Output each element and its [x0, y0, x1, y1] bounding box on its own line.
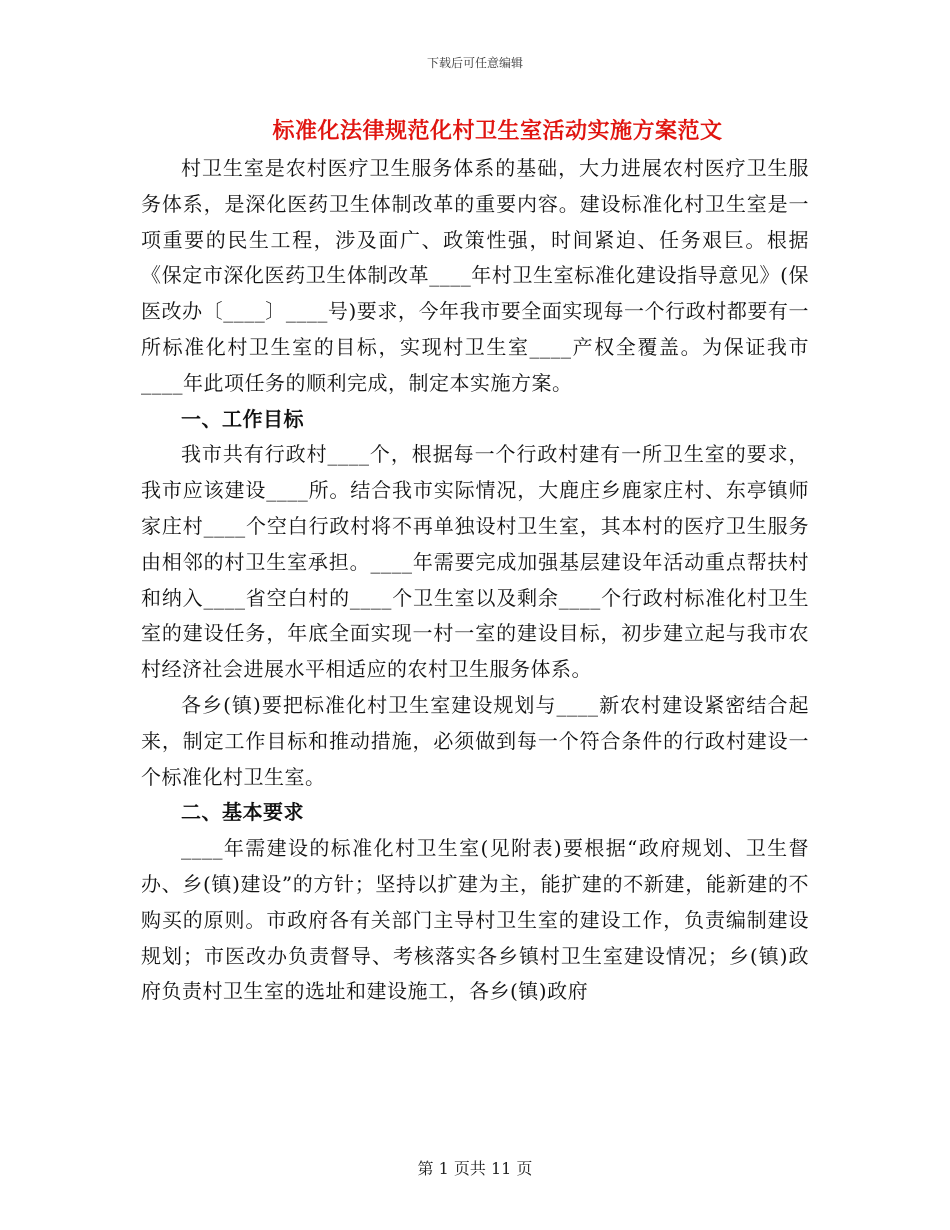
page-header: 下载后可任意编辑	[426, 56, 523, 70]
page-footer: 第 1 页共 11 页	[417, 1159, 533, 1178]
document-body	[141, 151, 809, 1010]
basic-requirements-paragraph-1: ____年需建设的标准化村卫生室(见附表)要根据“政府规划、卫生督办、乡(镇)建设”的方针；坚持以扩建为主，能扩建的不新建，能新建的不购买的原则。市政府各有关部门主导村卫生室的建设工作，负责编制建设规划；市医改办负责督导、考核落实各乡镇村卫生室建设情况；乡(镇)政府负责村卫生室的选址和建设施工，各乡(镇)政府	[141, 836, 809, 1004]
intro-paragraph: 村卫生室是农村医疗卫生服务体系的基础，大力进展农村医疗卫生服务体系，是深化医药卫生体制改革的重要内容。建设标准化村卫生室是一项重要的民生工程，涉及面广、政策性强，时间紧迫、任务艰巨。根据《保定市深化医药卫生体制改革____年村卫生室标准化建设指导意见》(保医改办〔____〕____号)要求，今年我市要全面实现每一个行政村都要有一所标准化村卫生室的目标，实现村卫生室____产权全覆盖。为保证我市____年此项任务的顺利完成，制定本实施方案。	[141, 156, 809, 395]
work-goals-paragraph-2: 各乡(镇)要把标准化村卫生室建设规划与____新农村建设紧密结合起来，制定工作目标和推动措施，必须做到每一个符合条件的行政村建设一个标准化村卫生室。	[141, 692, 809, 789]
section-heading-work-goals: 一、工作目标	[181, 406, 304, 431]
work-goals-paragraph-1: 我市共有行政村____个，根据每一个行政村建有一所卫生室的要求，我市应该建设____所。结合我市实际情况，大鹿庄乡鹿家庄村、东亭镇师家庄村____个空白行政村将不再单独设村卫生室，其本村的医疗卫生服务由相邻的村卫生室承担。____年需要完成加强基层建设年活动重点帮扶村和纳入____省空白村的____个卫生室以及剩余____个行政村标准化村卫生室的建设任务，年底全面实现一村一室的建设目标，初步建立起与我市农村经济社会进展水平相适应的农村卫生服务体系。	[141, 442, 809, 682]
document-title: 标准化法律规范化村卫生室活动实施方案范文	[272, 118, 723, 144]
section-heading-basic-requirements: 二、基本要求	[181, 800, 304, 825]
